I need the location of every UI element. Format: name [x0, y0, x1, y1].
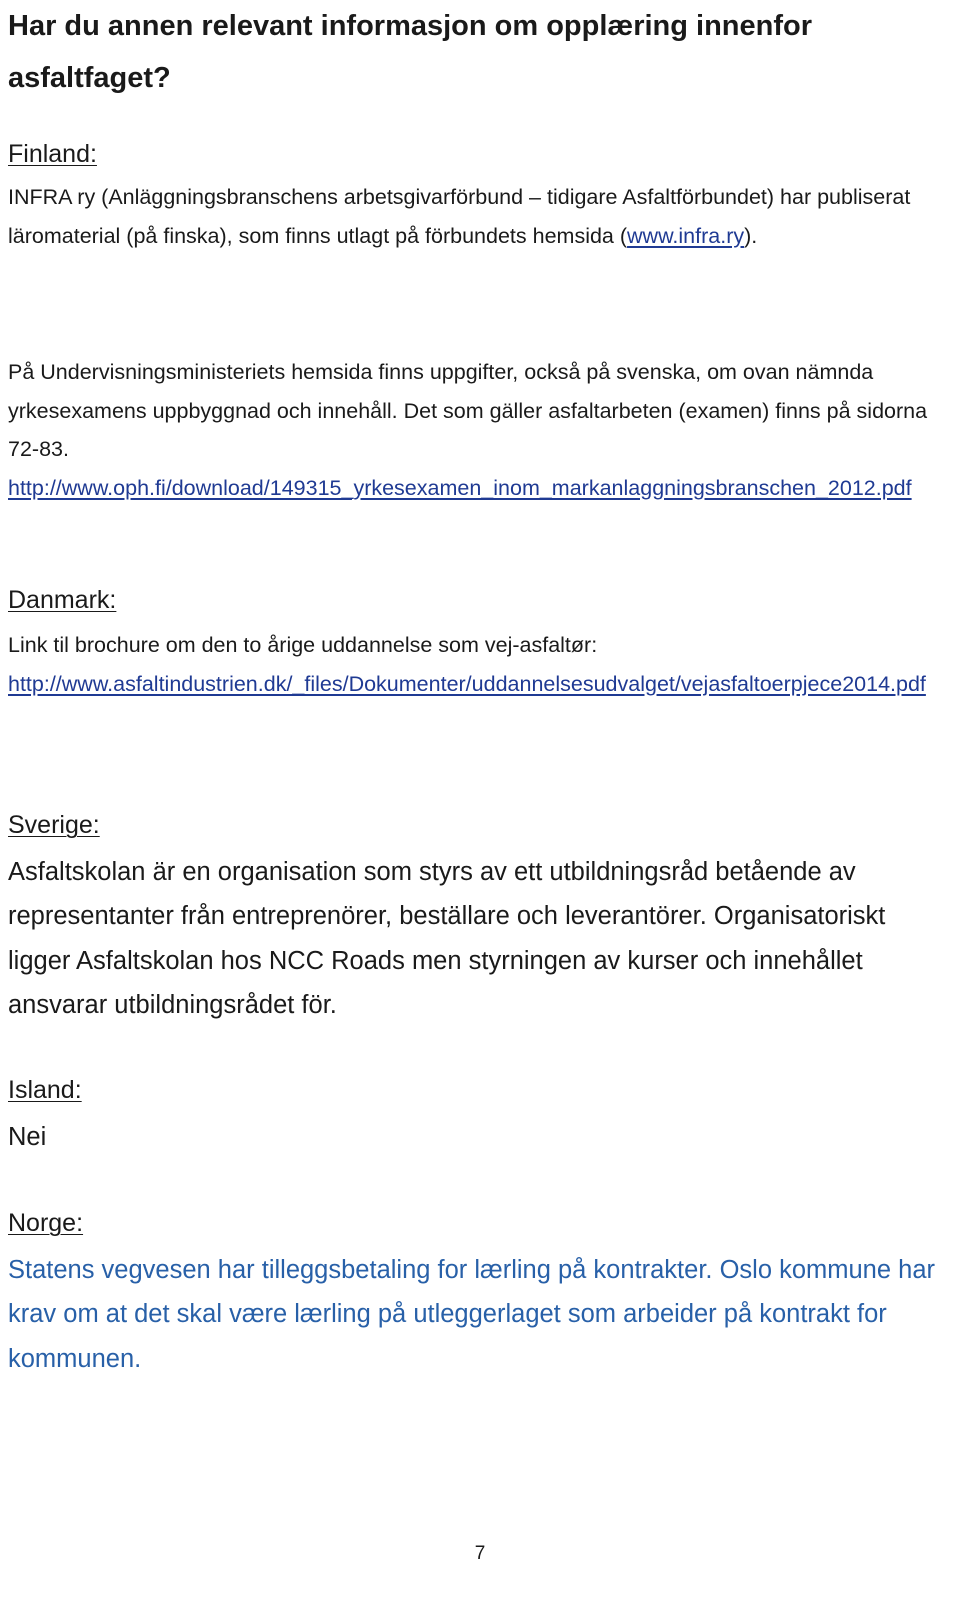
heading-finland: Finland: [8, 140, 97, 168]
norge-paragraph: Statens vegvesen har tilleggsbetaling for lærling på kontrakter. Oslo kommune har krav om at det skal være lærling på utleggerlaget som arbeider på kontrakt for kommunen. [8, 1256, 935, 1373]
infra-link[interactable]: www.infra.ry [627, 223, 745, 248]
danmark-paragraph-text: Link til brochure om den to årige uddannelse som vej-asfaltør: [8, 633, 598, 657]
sverige-paragraph: Asfaltskolan är en organisation som styrs av ett utbildningsråd betående av representanter från entreprenörer, beställare och leverantörer. Organisatoriskt ligger Asfaltskolan hos NCC Roads men styrningen av kurser och innehållet ansvarar utbildningsrådet för. [8, 858, 886, 1019]
island-paragraph: Nei [8, 1123, 47, 1151]
heading-island: Island: [8, 1076, 82, 1104]
heading-sverige: Sverige: [8, 811, 100, 839]
finland-paragraph-1-text: INFRA ry (Anläggningsbranschens arbetsgivarförbund – tidigare Asfaltförbundet) har publiserat läromaterial (på finska), som finns utlagt på förbundets hemsida ( [8, 185, 911, 248]
finland-paragraph-2 [8, 353, 943, 507]
asfaltindustrien-link[interactable]: http://www.asfaltindustrien.dk/_files/Dokumenter/uddannelsesudvalget/vejasfaltoerpjece2014.pdf [8, 671, 926, 696]
heading-danmark: Danmark: [8, 586, 117, 614]
finland-paragraph-1 [8, 178, 943, 255]
question-title: Har du annen relevant informasjon om opplæring innenfor asfaltfaget? [8, 10, 813, 94]
finland-paragraph-2-text: På Undervisningsministeriets hemsida finns uppgifter, också på svenska, om ovan nämnda yrkesexamens uppbyggnad och innehåll. Det som gäller asfaltarbeten (examen) finns på sidorna 72-83. [8, 360, 928, 461]
page-number: 7 [474, 1543, 486, 1564]
finland-paragraph-1-end: ). [744, 223, 758, 248]
heading-norge: Norge: [8, 1209, 84, 1237]
oph-link[interactable]: http://www.oph.fi/download/149315_yrkesexamen_inom_markanlaggningsbranschen_2012.pdf [8, 475, 912, 500]
danmark-paragraph [8, 626, 943, 703]
